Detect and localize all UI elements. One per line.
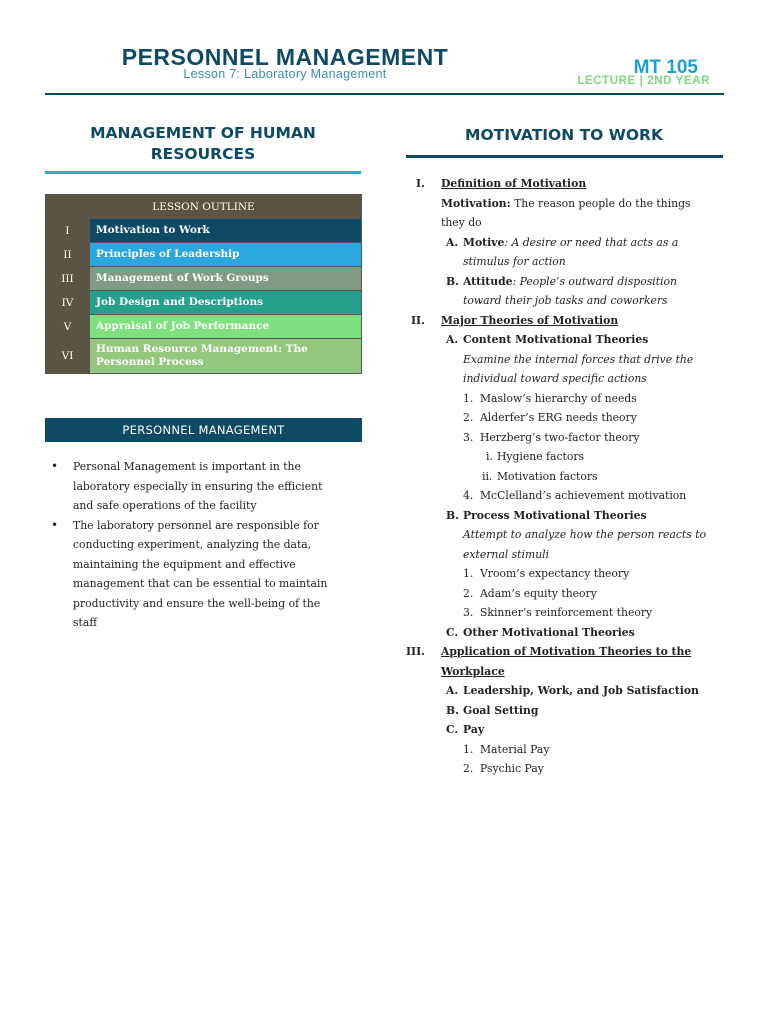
- subsection-letter: B.: [446, 704, 459, 717]
- list-item: Herzberg’s two-factor theory: [480, 431, 640, 444]
- course-code: MT 105: [633, 57, 698, 78]
- outline-item: Motivation to Work: [90, 219, 362, 243]
- subsection-title: Process Motivational Theories: [463, 509, 647, 522]
- lesson-outline-table: [45, 194, 362, 374]
- outline-row: [46, 339, 362, 374]
- subsection-letter: B.: [446, 275, 459, 288]
- bullet-list: [45, 457, 345, 633]
- outline-item: Principles of Leadership: [90, 243, 362, 267]
- list-item: Maslow’s hierarchy of needs: [480, 392, 637, 405]
- term-body: stimulus for action: [463, 255, 566, 268]
- document-title: PERSONNEL MANAGEMENT: [121, 44, 449, 70]
- subsection-title: Content Motivational Theories: [463, 333, 649, 346]
- outline-num: I: [46, 219, 90, 243]
- outline-title: LESSON OUTLINE: [46, 195, 362, 219]
- outline-num: II: [46, 243, 90, 267]
- definition-body: The reason people do the things: [510, 197, 691, 210]
- definition-term: Motivation:: [441, 197, 511, 210]
- list-number: 1.: [463, 567, 474, 580]
- list-item: Psychic Pay: [480, 762, 544, 775]
- subsection-letter: A.: [446, 684, 459, 697]
- list-number: 3.: [463, 431, 474, 444]
- outline-item: Appraisal of Job Performance: [90, 315, 362, 339]
- list-number: 1.: [463, 392, 474, 405]
- list-item: Adam’s equity theory: [480, 587, 597, 600]
- term-definition: [463, 236, 678, 249]
- list-item: Vroom’s expectancy theory: [480, 567, 630, 580]
- term-definition: [463, 275, 677, 288]
- outline-row: [46, 291, 362, 315]
- outline-num: VI: [46, 339, 90, 374]
- subsection-letter: B.: [446, 509, 459, 522]
- subsection-description: individual toward specific actions: [463, 372, 647, 385]
- term-body: : People’s outward disposition: [512, 275, 677, 288]
- outline-row: [46, 219, 362, 243]
- bullet-line: conducting experiment, analyzing the data,: [73, 538, 312, 551]
- personnel-management-banner: PERSONNEL MANAGEMENT: [45, 418, 362, 442]
- definition-body: they do: [441, 216, 482, 229]
- outline-row: [46, 315, 362, 339]
- left-heading-line2: RESOURCES: [150, 145, 256, 163]
- section-number: II.: [411, 314, 425, 327]
- outline-item: [90, 339, 362, 374]
- list-item: [45, 457, 345, 516]
- subsection-letter: C.: [446, 626, 459, 639]
- list-item: Hygiene factors: [497, 450, 585, 463]
- right-section-heading: MOTIVATION TO WORK: [465, 126, 663, 144]
- list-item: Motivation factors: [497, 470, 598, 483]
- section-title: Definition of Motivation: [441, 177, 587, 190]
- subsection-letter: A.: [446, 236, 459, 249]
- subsection-letter: A.: [446, 333, 459, 346]
- subsection-description: Attempt to analyze how the person reacts to: [463, 528, 707, 541]
- left-heading-divider: [45, 171, 361, 174]
- list-number: 2.: [463, 587, 474, 600]
- section-number: III.: [406, 645, 425, 658]
- outline-item-line: Personnel Process: [96, 356, 204, 368]
- outline-row: [46, 267, 362, 291]
- subsection-title: Other Motivational Theories: [463, 626, 635, 639]
- lesson-subtitle: Lesson 7: Laboratory Management: [183, 67, 387, 81]
- bullet-line: productivity and ensure the well-being of the: [73, 596, 321, 610]
- outline-row: [46, 243, 362, 267]
- bullet-line: • Personal Management is important in the: [73, 460, 301, 473]
- list-item: Skinner’s reinforcement theory: [480, 606, 653, 619]
- header-divider: [45, 93, 724, 95]
- bullet-line: management that can be essential to maintain: [73, 577, 328, 590]
- list-number: 1.: [463, 743, 474, 756]
- list-number: 3.: [463, 606, 474, 619]
- list-number: 4.: [463, 489, 474, 502]
- left-section-heading: [45, 123, 361, 165]
- list-number: 2.: [463, 411, 474, 424]
- section-number: I.: [416, 177, 425, 190]
- outline-num: V: [46, 315, 90, 339]
- list-item: Alderfer’s ERG needs theory: [480, 411, 637, 424]
- bullet-line: staff: [73, 616, 97, 629]
- outline-item-line: Human Resource Management: The: [96, 343, 308, 355]
- subsection-title: Goal Setting: [463, 704, 539, 717]
- outline-item: Management of Work Groups: [90, 267, 362, 291]
- section-title: Application of Motivation Theories to the: [441, 645, 692, 658]
- outline-num: IV: [46, 291, 90, 315]
- term-body: toward their job tasks and coworkers: [463, 294, 668, 307]
- term: Attitude: [463, 275, 513, 288]
- section-title: Major Theories of Motivation: [441, 314, 619, 327]
- list-number: i.: [486, 450, 493, 463]
- subsection-letter: C.: [446, 723, 459, 736]
- list-item: McClelland’s achievement motivation: [480, 489, 687, 502]
- definition-text: [441, 197, 691, 210]
- list-item: [45, 516, 345, 633]
- outline-item: Job Design and Descriptions: [90, 291, 362, 315]
- right-heading-divider: [406, 155, 723, 158]
- outline-num: III: [46, 267, 90, 291]
- term-body: : A desire or need that acts as a: [504, 236, 679, 249]
- list-number: 2.: [463, 762, 474, 775]
- list-number: ii.: [482, 470, 493, 483]
- course-level: LECTURE | 2ND YEAR: [577, 75, 710, 87]
- bullet-line: • The laboratory personnel are responsible for: [73, 518, 319, 532]
- bullet-line: maintaining the equipment and effective: [73, 557, 296, 571]
- subsection-title: Pay: [463, 723, 485, 736]
- list-item: Material Pay: [480, 743, 550, 756]
- bullet-line: laboratory especially in ensuring the efficient: [73, 479, 323, 493]
- subsection-title: Leadership, Work, and Job Satisfaction: [463, 684, 699, 697]
- left-heading-line1: MANAGEMENT OF HUMAN: [90, 124, 316, 142]
- section-title: Workplace: [441, 665, 505, 678]
- term: Motive: [463, 236, 505, 249]
- subsection-description: external stimuli: [463, 548, 550, 561]
- subsection-description: Examine the internal forces that drive the: [463, 353, 694, 366]
- bullet-line: and safe operations of the facility: [73, 499, 257, 512]
